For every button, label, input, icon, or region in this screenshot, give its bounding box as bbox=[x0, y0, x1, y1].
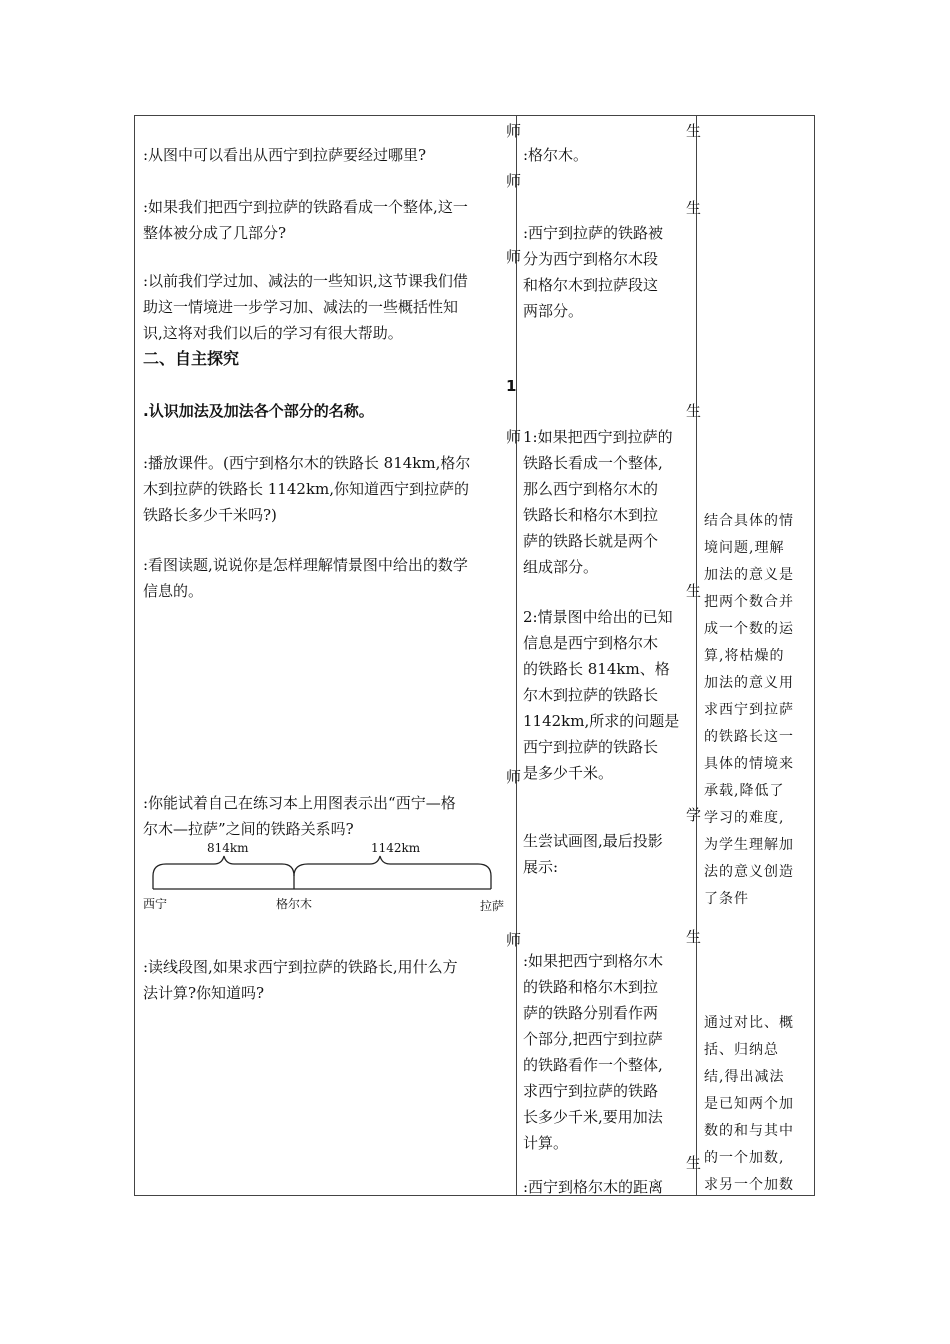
design-note-subtraction bbox=[704, 1010, 812, 1199]
student-marker: 生 bbox=[686, 1154, 702, 1172]
text-line: 那么西宁到格尔木的 bbox=[523, 480, 659, 498]
text-line: 2:情景图中给出的已知 bbox=[523, 608, 673, 626]
point-middle-label: 格尔木 bbox=[276, 897, 313, 911]
text-line: 具体的情境来 bbox=[704, 756, 794, 772]
text-line: 结,得出减法 bbox=[704, 1069, 785, 1085]
question-whole-parts bbox=[143, 194, 508, 246]
text-line: 铁路长和格尔木到拉 bbox=[523, 506, 659, 524]
text-line: 承载,降低了 bbox=[704, 783, 785, 799]
text-line: 求西宁到拉萨的铁路 bbox=[523, 1082, 659, 1100]
answer-two-parts bbox=[523, 220, 693, 324]
text-line: 尔木—拉萨”之间的铁路关系吗? bbox=[143, 820, 354, 838]
teacher-marker: 师 bbox=[506, 428, 522, 446]
text-line: 是已知两个加 bbox=[704, 1096, 794, 1112]
courseware-prompt bbox=[143, 450, 508, 528]
answer-known-info bbox=[523, 604, 693, 786]
subsection-title: .认识加法及加法各个部分的名称。 bbox=[143, 402, 374, 420]
text-line: 信息是西宁到格尔木 bbox=[523, 634, 659, 652]
text-line: 展示: bbox=[523, 858, 559, 876]
segment-2-length: 1142km bbox=[371, 841, 421, 855]
text-line: 法的意义创造 bbox=[704, 864, 794, 880]
text-line: 加法的意义是 bbox=[704, 567, 794, 583]
answer-try-drawing bbox=[523, 828, 693, 880]
line-segment-diagram bbox=[146, 852, 496, 902]
teacher-marker: 师 bbox=[506, 122, 522, 140]
teacher-intro bbox=[143, 268, 508, 346]
text-line: 的一个加数, bbox=[704, 1150, 785, 1166]
text-line: 把两个数合并 bbox=[704, 594, 794, 610]
text-line: :以前我们学过加、减法的一些知识,这节课我们借 bbox=[143, 272, 468, 290]
text-line: 尔木到拉萨的铁路长 bbox=[523, 686, 659, 704]
text-line: 为学生理解加 bbox=[704, 837, 794, 853]
column-divider-2 bbox=[696, 116, 697, 1195]
text-line: :如果我们把西宁到拉萨的铁路看成一个整体,这一 bbox=[143, 198, 468, 216]
text-line: 的铁路长 814km、格 bbox=[523, 660, 670, 678]
student-marker: 生 bbox=[686, 122, 702, 140]
text-line: :看图读题,说说你是怎样理解情景图中给出的数学 bbox=[143, 556, 468, 574]
answer-golmud: :格尔木。 bbox=[523, 146, 589, 164]
text-line: 了条件 bbox=[704, 891, 749, 907]
answer-whole-parts bbox=[523, 424, 693, 580]
text-line: 求西宁到拉萨 bbox=[704, 702, 794, 718]
text-line: 1:如果把西宁到拉萨的 bbox=[523, 428, 673, 446]
column-divider-1 bbox=[516, 116, 517, 1195]
text-line: :西宁到拉萨的铁路被 bbox=[523, 224, 664, 242]
text-line: 个部分,把西宁到拉萨 bbox=[523, 1030, 663, 1048]
text-line: 识,这将对我们以后的学习有很大帮助。 bbox=[143, 324, 403, 342]
text-line: 分为西宁到格尔木段 bbox=[523, 250, 659, 268]
text-line: 组成部分。 bbox=[523, 558, 599, 576]
text-line: :播放课件。(西宁到格尔木的铁路长 814km,格尔 bbox=[143, 454, 471, 472]
student-marker: 生 bbox=[686, 582, 702, 600]
text-line: 萨的铁路长就是两个 bbox=[523, 532, 659, 550]
text-line: 的铁路看作一个整体, bbox=[523, 1056, 663, 1074]
text-line: 的铁路和格尔木到拉 bbox=[523, 978, 659, 996]
read-picture-prompt bbox=[143, 552, 508, 604]
text-line: 生尝试画图,最后投影 bbox=[523, 832, 663, 850]
text-line: 和格尔木到拉萨段这 bbox=[523, 276, 659, 294]
text-line: 助这一情境进一步学习加、减法的一些概括性知 bbox=[143, 298, 459, 316]
text-line: 萨的铁路分别看作两 bbox=[523, 1004, 659, 1022]
text-line: :如果把西宁到格尔木 bbox=[523, 952, 664, 970]
teacher-marker: 师 bbox=[506, 172, 522, 190]
text-line: 是多少千米。 bbox=[523, 764, 614, 782]
text-line: 铁路长看成一个整体, bbox=[523, 454, 663, 472]
text-line: 结合具体的情 bbox=[704, 513, 794, 529]
design-note-addition bbox=[704, 508, 812, 913]
teacher-marker: 师 bbox=[506, 248, 522, 266]
text-line: 求另一个加数 bbox=[704, 1177, 794, 1193]
text-line: 学习的难度, bbox=[704, 810, 785, 826]
text-line: 法计算?你知道吗? bbox=[143, 984, 265, 1002]
student-marker: 生 bbox=[686, 402, 702, 420]
question-route: :从图中可以看出从西宁到拉萨要经过哪里? bbox=[143, 146, 427, 164]
text-line: 两部分。 bbox=[523, 302, 584, 320]
point-end-label: 拉萨 bbox=[480, 899, 505, 913]
student-marker: 生 bbox=[686, 199, 702, 217]
teacher-marker: 师 bbox=[506, 768, 522, 786]
text-line: 括、归纳总 bbox=[704, 1042, 779, 1058]
text-line: 计算。 bbox=[523, 1134, 569, 1152]
text-line: 木到拉萨的铁路长 1142km,你知道西宁到拉萨的 bbox=[143, 480, 470, 498]
student-marker: 生 bbox=[686, 928, 702, 946]
text-line: 铁路长多少千米吗?) bbox=[143, 506, 277, 524]
text-line: 加法的意义用 bbox=[704, 675, 794, 691]
text-line: :你能试着自己在练习本上用图表示出“西宁—格 bbox=[143, 794, 456, 812]
text-line: 成一个数的运 bbox=[704, 621, 794, 637]
text-line: 西宁到拉萨的铁路长 bbox=[523, 738, 659, 756]
calculation-question bbox=[143, 954, 508, 1006]
text-line: 境问题,理解 bbox=[704, 540, 785, 556]
answer-use-addition bbox=[523, 948, 693, 1156]
brace-segment-1 bbox=[153, 856, 294, 876]
text-line: 算,将枯燥的 bbox=[704, 648, 785, 664]
text-line: 信息的。 bbox=[143, 582, 204, 600]
text-line: :读线段图,如果求西宁到拉萨的铁路长,用什么方 bbox=[143, 958, 458, 976]
brace-segment-2 bbox=[294, 856, 491, 876]
text-line: 1142km,所求的问题是 bbox=[523, 712, 680, 730]
answer-distance: :西宁到格尔木的距离 bbox=[523, 1178, 664, 1196]
segment-1-length: 814km bbox=[207, 841, 249, 855]
text-line: 长多少千米,要用加法 bbox=[523, 1108, 663, 1126]
item-number-marker: 1 bbox=[506, 377, 517, 395]
draw-diagram-prompt bbox=[143, 790, 508, 842]
text-line: 整体被分成了几部分? bbox=[143, 224, 287, 242]
study-marker: 学 bbox=[686, 806, 702, 824]
point-start-label: 西宁 bbox=[143, 897, 168, 911]
section-title: 二、自主探究 bbox=[143, 349, 240, 368]
text-line: 的铁路长这一 bbox=[704, 729, 794, 745]
text-line: 通过对比、概 bbox=[704, 1015, 794, 1031]
text-line: 数的和与其中 bbox=[704, 1123, 794, 1139]
teacher-marker: 师 bbox=[506, 931, 522, 949]
